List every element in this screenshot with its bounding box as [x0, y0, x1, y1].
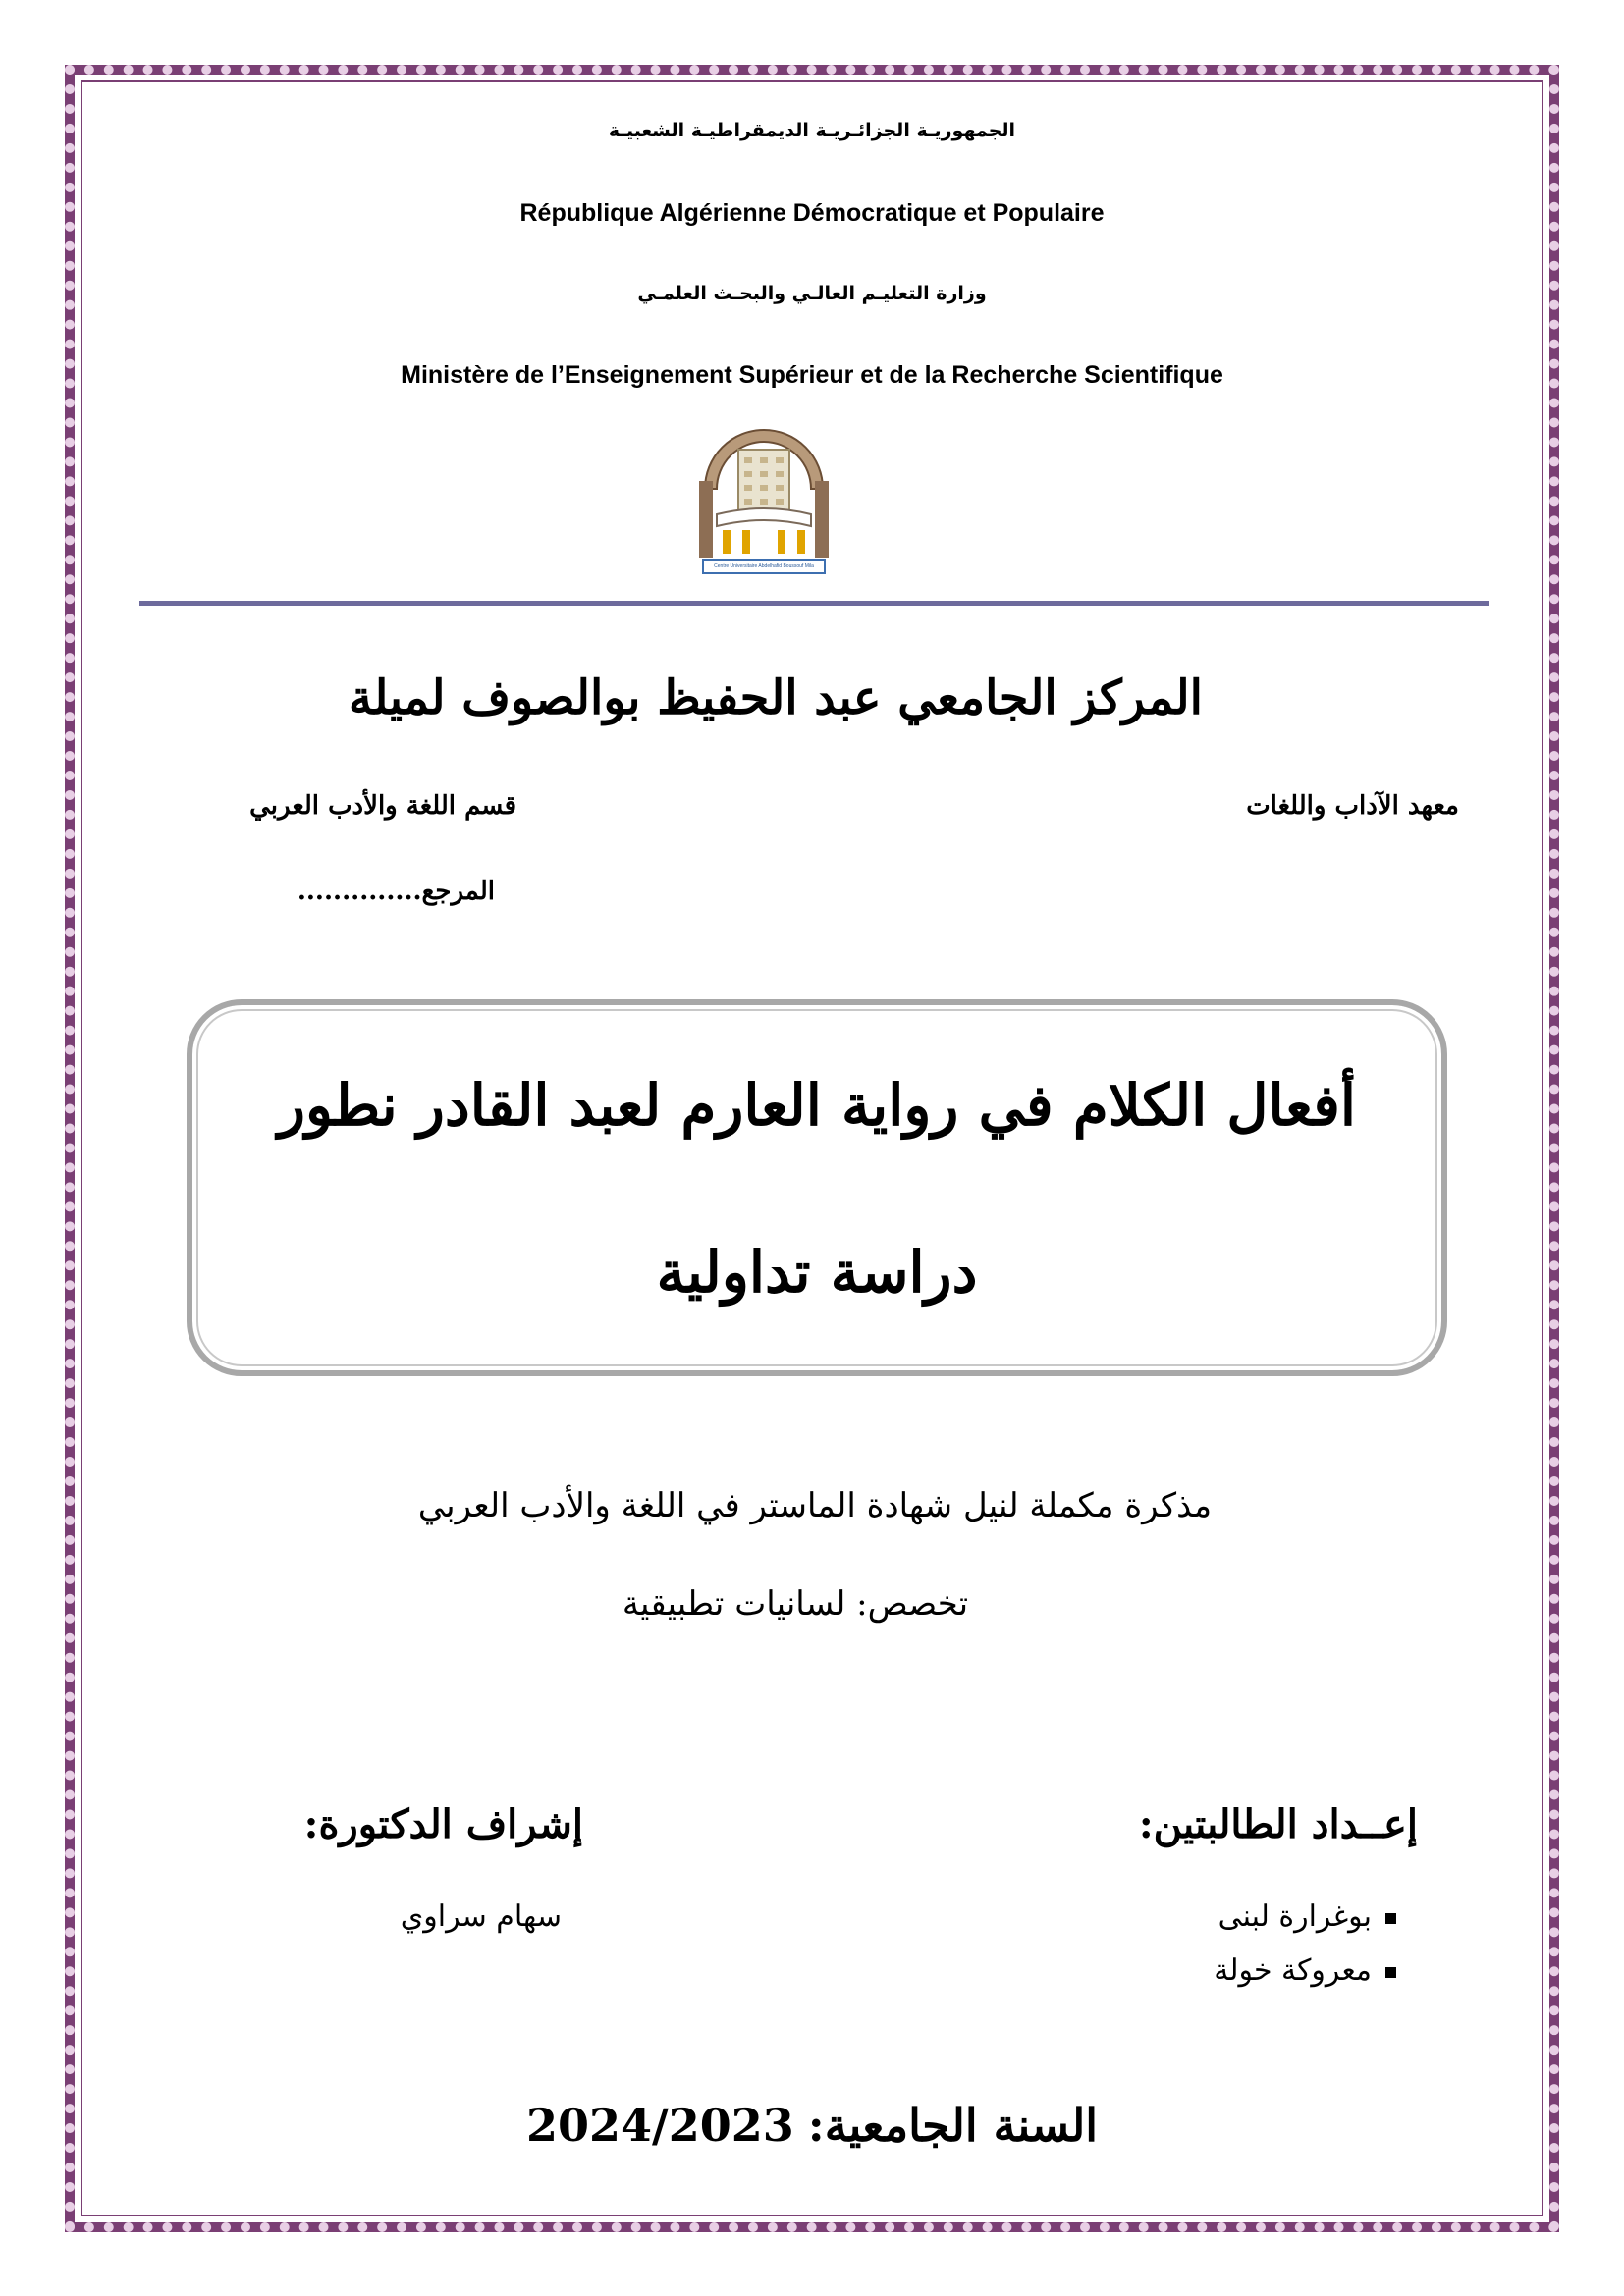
student-name: معروكة خولة: [1214, 1953, 1372, 1988]
ministry-fr: Ministère de l’Enseignement Supérieur et de la Recherche Scientifique: [401, 361, 1223, 389]
bullet-icon: [1385, 1913, 1396, 1924]
specialty: تخصص: لسانيات تطبيقية: [622, 1584, 969, 1624]
university-building-logo-icon: [695, 420, 833, 577]
institute-name: معهد الآداب واللغات: [1246, 791, 1459, 821]
logo-caption: Centre Universitaire Abdelhafid Boussouf Mila: [714, 563, 814, 569]
department-name: قسم اللغة والأدب العربي: [249, 791, 516, 821]
year-label: السنة الجامعية:: [807, 2099, 1099, 2152]
thesis-title-line1: أفعال الكلام في رواية العارم لعبد القادر نطور: [277, 1072, 1357, 1139]
degree-statement: مذكرة مكملة لنيل شهادة الماستر في اللغة والأدب العربي: [417, 1486, 1213, 1525]
supervisor-name: سهام سراوي: [400, 1899, 562, 1934]
student-item: [1214, 1953, 1396, 1988]
bullet-icon: [1385, 1967, 1396, 1978]
title-box: [187, 999, 1447, 1376]
republic-fr: République Algérienne Démocratique et Populaire: [519, 199, 1105, 227]
student-item: [1218, 1899, 1396, 1934]
university-logo: [695, 420, 833, 577]
republic-ar: الجمهوريـة الجزائـريـة الديمقراطيـة الشعبيـة: [608, 120, 1016, 141]
thesis-title-line2: دراسة تداولية: [656, 1239, 978, 1306]
reference-field: المرجع..............: [297, 877, 495, 906]
ministry-ar: وزارة التعليـم العالـي والبحـث العلمـي: [637, 283, 987, 304]
institution-name: المركز الجامعي عبد الحفيظ بوالصوف لميلة: [349, 670, 1203, 725]
supervisor-label: إشراف الدكتورة:: [303, 1801, 583, 1847]
year-value: 2024/2023: [525, 2099, 794, 2152]
academic-year: [0, 2099, 1624, 2152]
header-rule: [139, 601, 1489, 606]
students-label: إعــداد الطالبتين:: [1138, 1801, 1418, 1847]
student-name: بوغرارة لبنى: [1218, 1899, 1372, 1934]
